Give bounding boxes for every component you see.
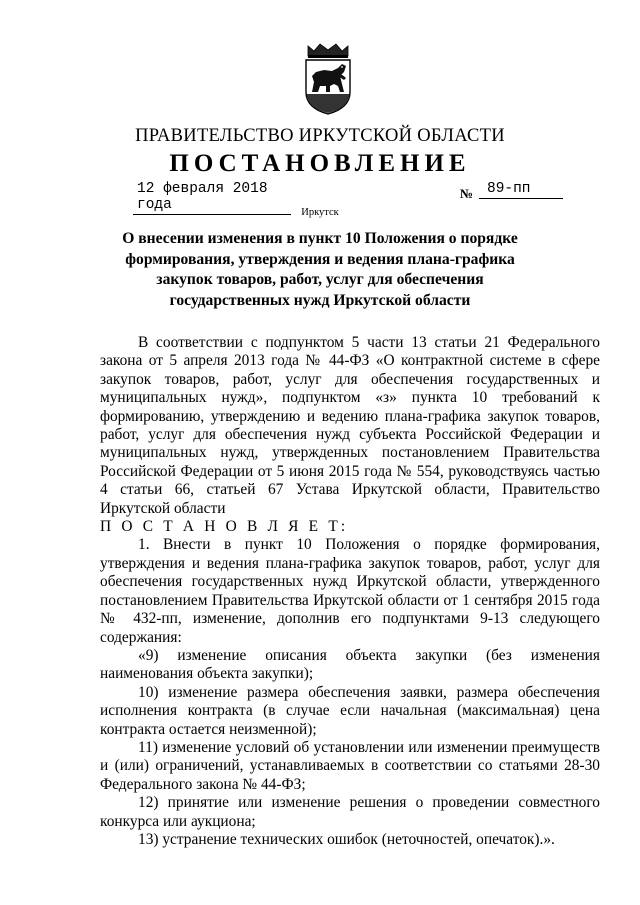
subitem-13: 13) устранение технических ошибок (неточностей, опечаток).». bbox=[138, 830, 555, 848]
subitem-9: «9) изменение описания объекта закупки (без изменения наименования объекта закупки); bbox=[100, 646, 600, 683]
document-number: 89-пп bbox=[479, 181, 563, 199]
city-name: Иркутск bbox=[301, 207, 339, 218]
item-1-paragraph: 1. Внести в пункт 10 Положения о порядке формирования, утверждения и ведения плана-графика закупок товаров, работ, услуг для обеспечения государственных нужд Иркутской области, утвержденного постановлением Правительства Иркутской области от 1 сентября 2015 года № 432-пп, изменение, дополнив его подпунктами 9-13 следующего содержания: bbox=[100, 536, 600, 646]
subitem-10: 10) изменение размера обеспечения заявки, размера обеспечения исполнения контракта (в случае если начальная (максимальная) цена контракта остается неизменной); bbox=[100, 683, 600, 738]
subitem-12: 12) принятие или изменение решения о проведении совместного конкурса или аукциона; bbox=[100, 794, 600, 830]
government-name: ПРАВИТЕЛЬСТВО ИРКУТСКОЙ ОБЛАСТИ bbox=[135, 126, 505, 146]
preamble-paragraph: В соответствии с подпунктом 5 части 13 статьи 21 Федерального закона от 5 апреля 2013 года № 44-ФЗ «О контрактной системе в сфере закупок товаров, работ, услуг для обеспечения государственных и муниципальных нужд», подпунктом «з» пункта 10 требований к формированию, утверждению и ведению плана-графика закупок товаров, работ, услуг для обеспечения нужд субъекта Российской Федерации и муниципальных нужд, утвержденных постановлением Правительства Российской Федерации от 5 июня 2015 года № 554, руководствуясь частью 4 статьи 66, статьей 67 Устава Иркутской области, Правительство Иркутской области bbox=[100, 334, 600, 517]
document-subject: О внесении изменения в пункт 10 Положения о порядке формирования, утверждения и ведения плана-графика закупок товаров, работ, услуг для обеспечения государственных нужд Иркутской области bbox=[122, 230, 518, 309]
number-sign: № bbox=[460, 186, 474, 201]
document-date: 12 февраля 2018 года bbox=[133, 181, 291, 215]
document-type: ПОСТАНОВЛЕНИЕ bbox=[169, 150, 471, 177]
irkutsk-coat-of-arms-icon bbox=[302, 42, 354, 116]
decree-statement: П О С Т А Н О В Л Я Е Т: bbox=[100, 518, 349, 536]
document-body bbox=[100, 334, 600, 849]
subitem-11: 11) изменение условий об установлении или изменении преимуществ и (или) ограничений, устанавливаемых в соответствии со статьями 28-30 Федерального закона № 44-ФЗ; bbox=[100, 738, 600, 793]
